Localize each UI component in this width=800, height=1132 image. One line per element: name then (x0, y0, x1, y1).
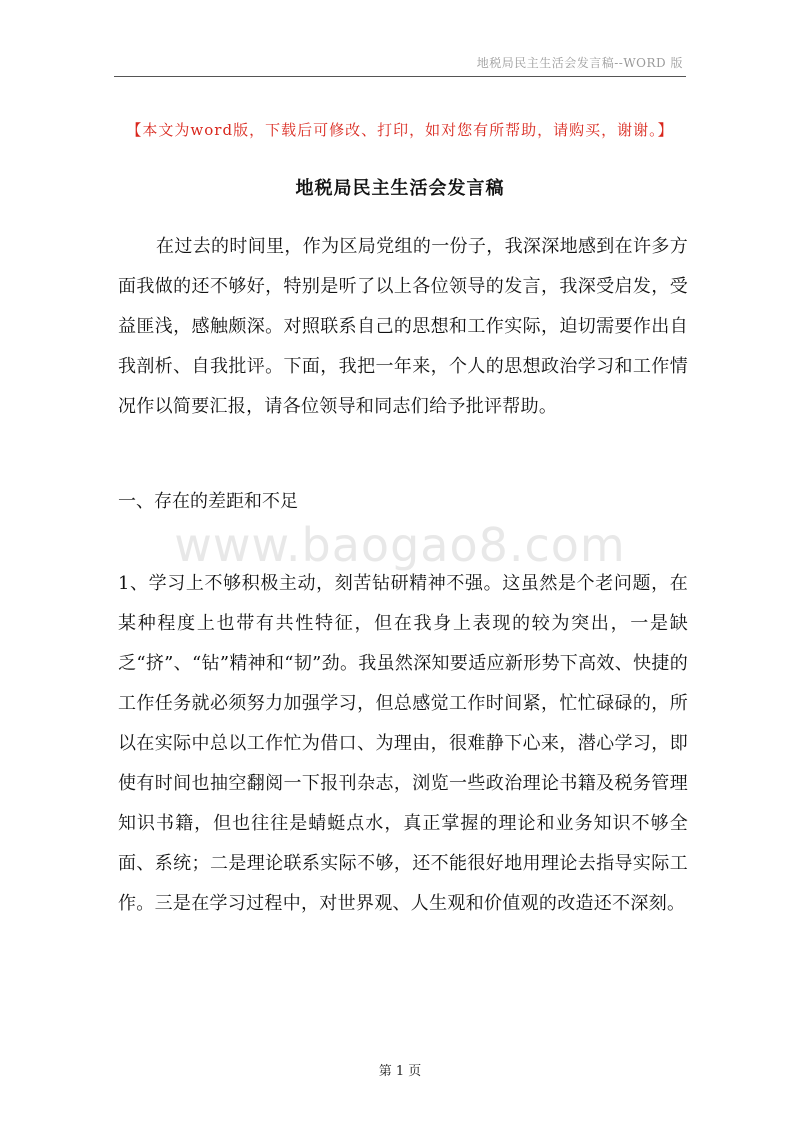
watermark: www.baogao8.com (174, 518, 626, 572)
header-divider (114, 76, 686, 77)
intro-paragraph: 在过去的时间里，作为区局党组的一份子，我深深地感到在许多方面我做的还不够好，特别是听了以上各位领导的发言，我深受启发，受益匪浅，感触颇深。对照联系自己的思想和工作实际，迫切需要作出自我剖析、自我批评。下面，我把一年来，个人的思想政治学习和工作情况作以简要汇报，请各位领导和同志们给予批评帮助。 (118, 236, 688, 417)
point-1-paragraph: 1、学习上不够积极主动，刻苦钻研精神不强。这虽然是个老问题，在某种程度上也带有共性特征，但在我身上表现的较为突出，一是缺乏“挤”、“钻”精神和“韧”劲。我虽然深知要适应新形势下高效、快捷的工作任务就必须努力加强学习，但总感觉工作时间紧，忙忙碌碌的，所以在实际中总以工作忙为借口、为理由，很难静下心来，潜心学习，即使有时间也抽空翻阅一下报刊杂志，浏览一些政治理论书籍及税务管理知识书籍，但也往往是蜻蜓点水，真正掌握的理论和业务知识不够全面、系统；二是理论联系实际不够，还不能很好地用理论去指导实际工作。三是在学习过程中，对世界观、人生观和价值观的改造还不深刻。 (118, 573, 688, 914)
section-heading: 一、存在的差距和不足 (118, 491, 298, 512)
purchase-notice: 【本文为word版，下载后可修改、打印，如对您有所帮助，请购买，谢谢。】 (126, 121, 674, 139)
document-title: 地税局民主生活会发言稿 (295, 178, 505, 199)
page-number: 第 1 页 (378, 1064, 422, 1079)
running-header: 地税局民主生活会发言稿--WORD 版 (476, 56, 683, 70)
